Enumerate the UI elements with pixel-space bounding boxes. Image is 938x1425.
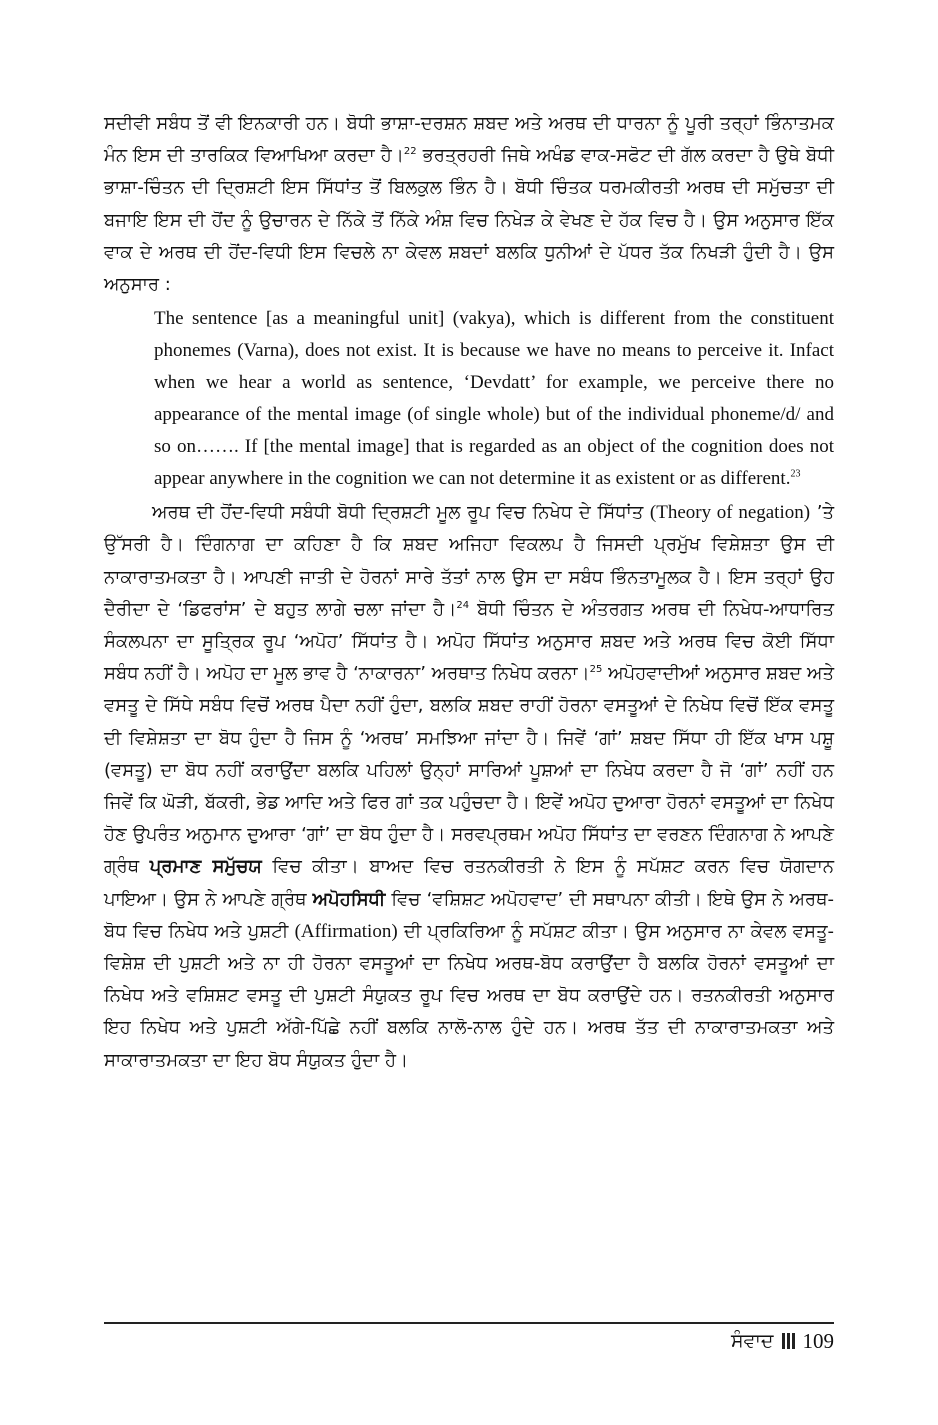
- footnote-ref-24[interactable]: 24: [456, 599, 470, 611]
- page-footer: [731, 1328, 834, 1354]
- page-body: [104, 108, 834, 1077]
- page-number: 109: [802, 1329, 834, 1353]
- para1-text-a: ਸਦੀਵੀ ਸਬੰਧ ਤੋਂ ਵੀ ਇਨਕਾਰੀ ਹਨ। ਬੋਧੀ ਭਾਸ਼ਾ-ਦਰਸ਼ਨ ਸ਼ਬਦ ਅਤੇ ਅਰਥ ਦੀ ਧਾਰਨਾ ਨੂੰ ਪੂਰੀ ਤਰ੍ਹਾਂ ਭਿੰਨਾਤਮਕ ਮੰਨ ਇਸ ਦੀ ਤਾਰਕਿਕ ਵਿਆਖਿਆ ਕਰਦਾ ਹੈ।: [104, 113, 834, 167]
- journal-name: ਸੰਵਾਦ: [730, 1330, 774, 1352]
- separator-bars-icon: [782, 1333, 795, 1349]
- footnote-ref-25[interactable]: 25: [589, 664, 603, 676]
- english-term-theory-of-negation: (Theory of negation): [649, 502, 811, 524]
- book-title-apohasiddhi: ਅਪੋਹਸਿਧੀ: [312, 888, 386, 910]
- para2-text-d: ਅਪੋਹਵਾਦੀਆਂ ਅਨੁਸਾਰ ਸ਼ਬਦ ਅਤੇ ਵਸਤੂ ਦੇ ਸਿੱਧੇ ਸਬੰਧ ਵਿਚੋਂ ਅਰਥ ਪੈਦਾ ਨਹੀਂ ਹੁੰਦਾ, ਬਲਕਿ ਸ਼ਬਦ ਰਾਹੀਂ ਹੋਰਨਾ ਵਸਤੂਆਂ ਦੇ ਨਿਖੇਧ ਵਿਚੋਂ ਇੱਕ ਵਸਤੂ ਦੀ ਵਿਸ਼ੇਸ਼ਤਾ ਦਾ ਬੋਧ ਹੁੰਦਾ ਹੈ ਜਿਸ ਨੂੰ ‘ਅਰਥ’ ਸਮਝਿਆ ਜਾਂਦਾ ਹੈ। ਜਿਵੇਂ ‘ਗਾਂ’ ਸ਼ਬਦ ਸਿੱਧਾ ਹੀ ਇੱਕ ਖਾਸ ਪਸ਼ੂ (ਵਸਤੂ) ਦਾ ਬੋਧ ਨਹੀਂ ਕਰਾਉਂਦਾ ਬਲਕਿ ਪਹਿਲਾਂ ਉਨ੍ਹਾਂ ਸਾਰਿਆਂ ਪੂਸ਼ਆਂ ਦਾ ਨਿਖੇਧ ਕਰਦਾ ਹੈ ਜੋ ‘ਗਾਂ’ ਨਹੀਂ ਹਨ ਜਿਵੇਂ ਕਿ ਘੋੜੀ, ਬੱਕਰੀ, ਭੇਡ ਆਦਿ ਅਤੇ ਫਿਰ ਗਾਂ ਤਕ ਪਹੁੰਚਦਾ ਹੈ। ਇਵੇਂ ਅਪੋਹ ਦੁਆਰਾ ਹੋਰਨਾਂ ਵਸਤੂਆਂ ਦਾ ਨਿਖੇਧ ਹੋਣ ਉਪਰੰਤ ਅਨੁਮਾਨ ਦੁਆਰਾ ‘ਗਾਂ’ ਦਾ ਬੋਧ ਹੁੰਦਾ ਹੈ। ਸਰਵਪ੍ਰਥਮ ਅਪੋਹ ਸਿੱਧਾਂਤ ਦਾ ਵਰਣਨ ਦਿੰਗਨਾਗ ਨੇ ਆਪਣੇ ਗ੍ਰੰਥ: [104, 663, 835, 878]
- footnote-ref-23[interactable]: 23: [790, 468, 801, 480]
- para2-text-a: ਅਰਥ ਦੀ ਹੋਂਦ-ਵਿਧੀ ਸਬੰਧੀ ਬੋਧੀ ਦ੍ਰਿਸ਼ਟੀ ਮੂਲ ਰੂਪ ਵਿਚ ਨਿਖੇਧ ਦੇ ਸਿੱਧਾਂਤ: [152, 502, 650, 524]
- block-quote: [154, 301, 834, 497]
- footer-rule: [104, 1322, 834, 1324]
- para2-text-g: ਦੀ ਪ੍ਰਕਿਰਿਆ ਨੂੰ ਸਪੱਸ਼ਟ ਕੀਤਾ। ਉਸ ਅਨੁਸਾਰ ਨਾ ਕੇਵਲ ਵਸਤੂ-ਵਿਸ਼ੇਸ਼ ਦੀ ਪੁਸ਼ਟੀ ਅਤੇ ਨਾ ਹੀ ਹੋਰਨਾ ਵਸਤੂਆਂ ਦਾ ਨਿਖੇਧ ਅਰਥ-ਬੋਧ ਕਰਾਉਂਦਾ ਹੈ ਬਲਕਿ ਹੋਰਨਾਂ ਵਸਤੂਆਂ ਦਾ ਨਿਖੇਧ ਅਤੇ ਵਸ਼ਿਸ਼ਟ ਵਸਤੂ ਦੀ ਪੁਸ਼ਟੀ ਸੰਯੁਕਤ ਰੂਪ ਵਿਚ ਅਰਥ ਦਾ ਬੋਧ ਕਰਾਉਂਦੇ ਹਨ। ਰਤਨਕੀਰਤੀ ਅਨੁਸਾਰ ਇਹ ਨਿਖੇਧ ਅਤੇ ਪੁਸ਼ਟੀ ਅੱਗੇ-ਪਿੱਛੇ ਨਹੀਂ ਬਲਕਿ ਨਾਲੋ-ਨਾਲ ਹੁੰਦੇ ਹਨ। ਅਰਥ ਤੱਤ ਦੀ ਨਾਕਾਰਾਤਮਕਤਾ ਅਤੇ ਸਾਕਾਰਾਤਮਕਤਾ ਦਾ ਇਹ ਬੋਧ ਸੰਯੁਕਤ ਹੁੰਦਾ ਹੈ।: [104, 920, 834, 1071]
- footnote-ref-22[interactable]: 22: [403, 146, 417, 158]
- para2-text-c: ਬੋਧੀ ਚਿੰਤਨ ਦੇ ਅੰਤਰਗਤ ਅਰਥ ਦੀ ਨਿਖੇਧ-ਆਧਾਰਿਤ ਸੰਕਲਪਨਾ ਦਾ ਸੂਤ੍ਰਿਕ ਰੂਪ ‘ਅਪੋਹ’ ਸਿੱਧਾਂਤ ਹੈ। ਅਪੋਹ ਸਿੱਧਾਂਤ ਅਨੁਸਾਰ ਸ਼ਬਦ ਅਤੇ ਅਰਥ ਵਿਚ ਕੋਈ ਸਿੱਧਾ ਸਬੰਧ ਨਹੀਂ ਹੈ। ਅਪੋਹ ਦਾ ਮੂਲ ਭਾਵ ਹੈ ‘ਨਾਕਾਰਨਾ’ ਅਰਥਾਤ ਨਿਖੇਧ ਕਰਨਾ।: [104, 598, 834, 685]
- para2-text-b: ’ਤੇ ਉੱਸਰੀ ਹੈ। ਦਿੰਗਨਾਗ ਦਾ ਕਹਿਣਾ ਹੈ ਕਿ ਸ਼ਬਦ ਅਜਿਹਾ ਵਿਕਲਪ ਹੈ ਜਿਸਦੀ ਪ੍ਰਮੁੱਖ ਵਿਸ਼ੇਸ਼ਤਾ ਉਸ ਦੀ ਨਾਕਾਰਾਤਮਕਤਾ ਹੈ। ਆਪਣੀ ਜਾਤੀ ਦੇ ਹੋਰਨਾਂ ਸਾਰੇ ਤੱਤਾਂ ਨਾਲ ਉਸ ਦਾ ਸਬੰਧ ਭਿੰਨਤਾਮੂਲਕ ਹੈ। ਇਸ ਤਰ੍ਹਾਂ ਉਹ ਦੈਰੀਦਾ ਦੇ ‘ਡਿਫਰਾਂਸ’ ਦੇ ਬਹੁਤ ਲਾਗੇ ਚਲਾ ਜਾਂਦਾ ਹੈ।: [104, 502, 834, 620]
- english-term-affirmation: (Affirmation): [294, 920, 398, 942]
- para2-text-f: ਵਿਚ ‘ਵਸ਼ਿਸ਼ਟ ਅਪੋਹਵਾਦ’ ਦੀ ਸਥਾਪਨਾ ਕੀਤੀ। ਇਥੇ ਉਸ ਨੇ ਅਰਥ-ਬੋਧ ਵਿਚ ਨਿਖੇਧ ਅਤੇ ਪੁਸ਼ਟੀ: [104, 888, 834, 942]
- quote-text: The sentence [as a meaningful unit] (vakya), which is different from the constituent phonemes (Varna), does not exist. It is because we have no means to perceive it. Infact when we hear a world as sentence, ‘Devdatt’ for example, we perceive there no appearance of the mental image (of single whole) but of the individual phoneme/d/ and so on……. If [the mental image] that is regarded as an object of the cognition does not appear anywhere in the cognition we can not determine it as existent or as different.: [154, 308, 834, 490]
- para1-text-b: ਭਰਤ੍ਰਹਰੀ ਜਿਥੇ ਅਖੰਡ ਵਾਕ-ਸਫੋਟ ਦੀ ਗੱਲ ਕਰਦਾ ਹੈ ਉਥੇ ਬੋਧੀ ਭਾਸ਼ਾ-ਚਿੰਤਨ ਦੀ ਦ੍ਰਿਸ਼ਟੀ ਇਸ ਸਿੱਧਾਂਤ ਤੋਂ ਬਿਲਕੁਲ ਭਿੰਨ ਹੈ। ਬੋਧੀ ਚਿੰਤਕ ਧਰਮਕੀਰਤੀ ਅਰਥ ਦੀ ਸਮੁੱਚਤਾ ਦੀ ਬਜਾਇ ਇਸ ਦੀ ਹੋਂਦ ਨੂੰ ਉਚਾਰਨ ਦੇ ਨਿੱਕੇ ਤੋਂ ਨਿੱਕੇ ਅੰਸ਼ ਵਿਚ ਨਿਖੇੜ ਕੇ ਵੇਖਣ ਦੇ ਹੱਕ ਵਿਚ ਹੈ। ਉਸ ਅਨੁਸਾਰ ਇੱਕ ਵਾਕ ਦੇ ਅਰਥ ਦੀ ਹੋਂਦ-ਵਿਧੀ ਇਸ ਵਿਚਲੇ ਨਾ ਕੇਵਲ ਸ਼ਬਦਾਂ ਬਲਕਿ ਧੁਨੀਆਂ ਦੇ ਪੱਧਰ ਤੱਕ ਨਿਖੜੀ ਹੁੰਦੀ ਹੈ। ਉਸ ਅਨੁਸਾਰ :: [104, 145, 834, 296]
- paragraph-1: [104, 108, 834, 301]
- paragraph-2: [104, 497, 834, 1077]
- book-title-pramana-samuccaya: ਪ੍ਰਮਾਣ ਸਮੁੱਚਯ: [149, 856, 262, 878]
- para2-text-e: ਵਿਚ ਕੀਤਾ। ਬਾਅਦ ਵਿਚ ਰਤਨਕੀਰਤੀ ਨੇ ਇਸ ਨੂੰ ਸਪੱਸ਼ਟ ਕਰਨ ਵਿਚ ਯੋਗਦਾਨ ਪਾਇਆ। ਉਸ ਨੇ ਆਪਣੇ ਗ੍ਰੰਥ: [104, 856, 834, 910]
